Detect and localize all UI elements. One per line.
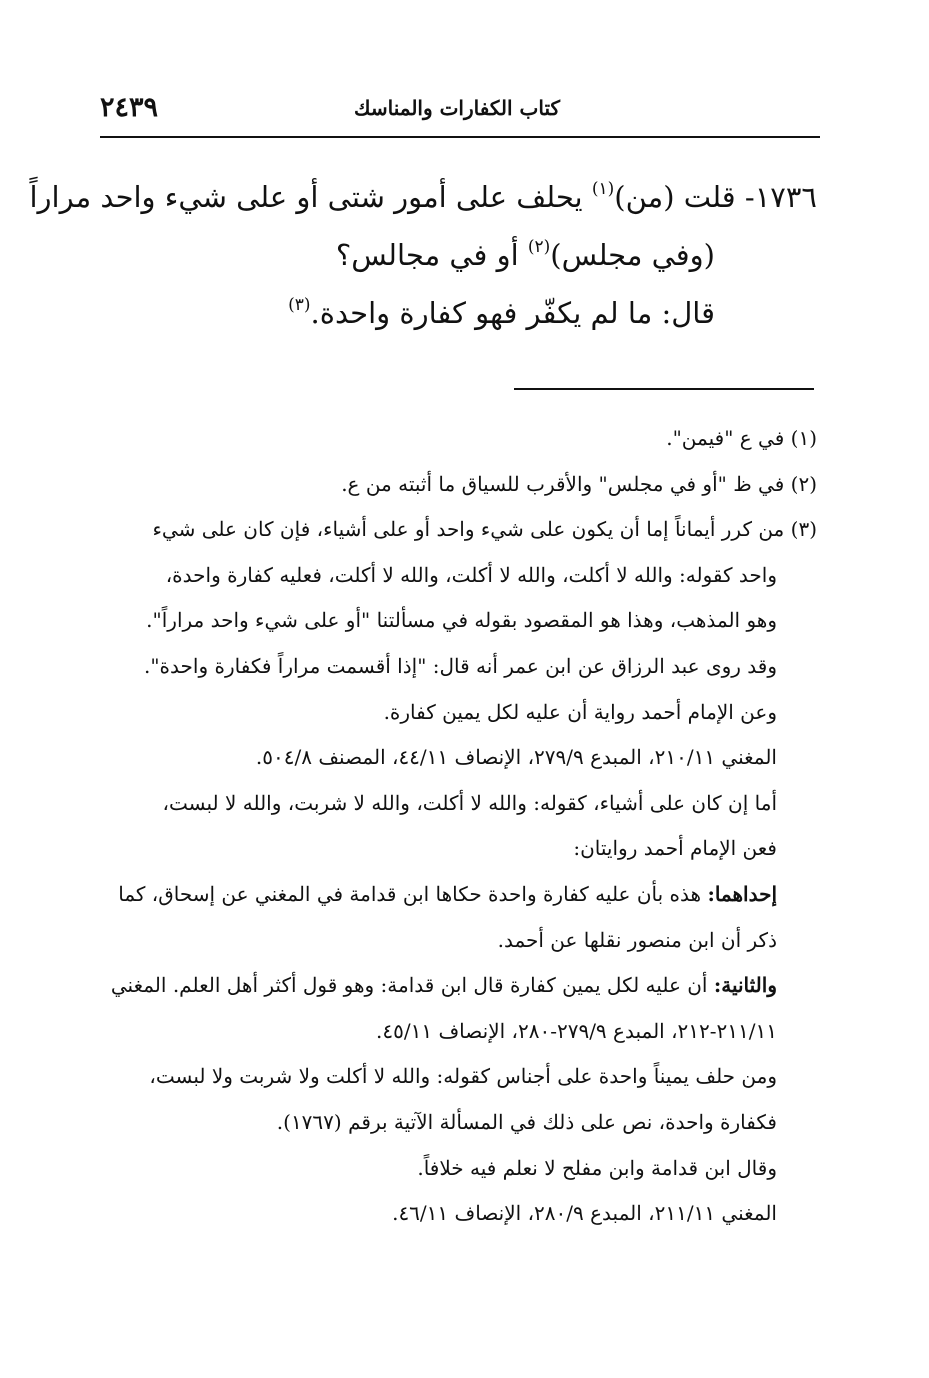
footnote-3-citation: ٢١١/١١-٢١٢، المبدع ٢٧٩/٩-٢٨٠، الإنصاف ٤٥/١١. <box>376 1018 777 1043</box>
page-number: ٢٤٣٩ <box>100 92 159 123</box>
footnotes <box>97 416 817 1237</box>
footnote-3-line: وقال ابن قدامة وابن مفلح لا نعلم فيه خلافاً. <box>417 1155 777 1180</box>
footnote-1: (١) في ع "فيمن". <box>666 426 817 450</box>
footnote-3-citation: المغني ٢١١/١١، المبدع ٢٨٠/٩، الإنصاف ٤٦/١١. <box>392 1201 777 1226</box>
question-text-cont: (وفي مجلس) <box>550 238 715 272</box>
footnote-3-line: وقد روى عبد الرزاق عن ابن عمر أنه قال: "إذا أقسمت مراراً فكفارة واحدة". <box>144 653 777 678</box>
footnote-3-line: فكفارة واحدة، نص على ذلك في المسألة الآتية برقم (١٧٦٧). <box>276 1109 777 1134</box>
footnote-3-line: وهو المذهب، وهذا هو المقصود بقوله في مسألتنا "أو على شيء واحد مراراً". <box>146 608 777 633</box>
footnote-3-line <box>97 872 817 918</box>
footnote-ref-2: (٢) <box>527 237 551 257</box>
question-body <box>29 168 817 342</box>
first-opinion-label: إحداهما: <box>707 881 777 906</box>
question-number-text: ١٧٣٦- قلت (من) <box>614 180 817 214</box>
footnote-3-line: أما إن كان على أشياء، كقوله: والله لا أكلت، والله لا شربت، والله لا لبست، <box>162 790 777 815</box>
footnote-ref-3: (٣) <box>288 295 311 315</box>
question-text: يحلف على أمور شتى أو على شيء واحد مراراً <box>29 180 592 214</box>
running-title: كتاب الكفارات والمناسك <box>354 96 560 120</box>
footnote-3-line: وعن الإمام أحمد رواية أن عليه لكل يمين كفارة. <box>383 699 777 724</box>
footnote-3-line: فعن الإمام أحمد روايتان: <box>573 836 777 861</box>
footnote-3-line: (٣) من كرر أيماناً إما أن يكون على شيء واحد أو على أشياء، فإن كان على شيء <box>152 517 817 542</box>
footnote-3-line <box>97 963 817 1009</box>
footnote-ref-1: (١) <box>591 179 615 199</box>
answer-line <box>97 284 817 342</box>
question-line-2 <box>97 226 817 284</box>
header-divider <box>100 136 820 138</box>
question-text-end: أو في مجالس؟ <box>335 238 528 272</box>
first-opinion-text: هذه بأن عليه كفارة واحدة حكاها ابن قدامة في المغني عن إسحاق، كما <box>118 881 708 906</box>
footnote-2: (٢) في ظ "أو في مجلس" والأقرب للسياق ما أثبته من ع. <box>341 471 817 496</box>
footnote-3-line: واحد كقوله: والله لا أكلت، والله لا أكلت، والله لا أكلت، فعليه كفارة واحدة، <box>165 562 777 587</box>
page-header <box>100 92 820 132</box>
footnote-3-line: ومن حلف يميناً واحدة على أجناس كقوله: والله لا أكلت ولا شربت ولا لبست، <box>149 1064 777 1089</box>
question-line-1 <box>29 168 817 226</box>
footnote-3-citation: المغني ٢١٠/١١، المبدع ٢٧٩/٩، الإنصاف ٤٤/١١، المصنف ٥٠٤/٨. <box>255 745 777 770</box>
second-opinion-label: والثانية: <box>713 973 777 998</box>
footnote-3-line: ذكر أن ابن منصور نقلها عن أحمد. <box>497 927 777 952</box>
footnote-divider <box>514 388 814 390</box>
second-opinion-text: أن عليه لكل يمين كفارة قال ابن قدامة: وهو قول أكثر أهل العلم. المغني <box>110 973 714 998</box>
answer-text: قال: ما لم يكفّر فهو كفارة واحدة. <box>310 296 715 330</box>
